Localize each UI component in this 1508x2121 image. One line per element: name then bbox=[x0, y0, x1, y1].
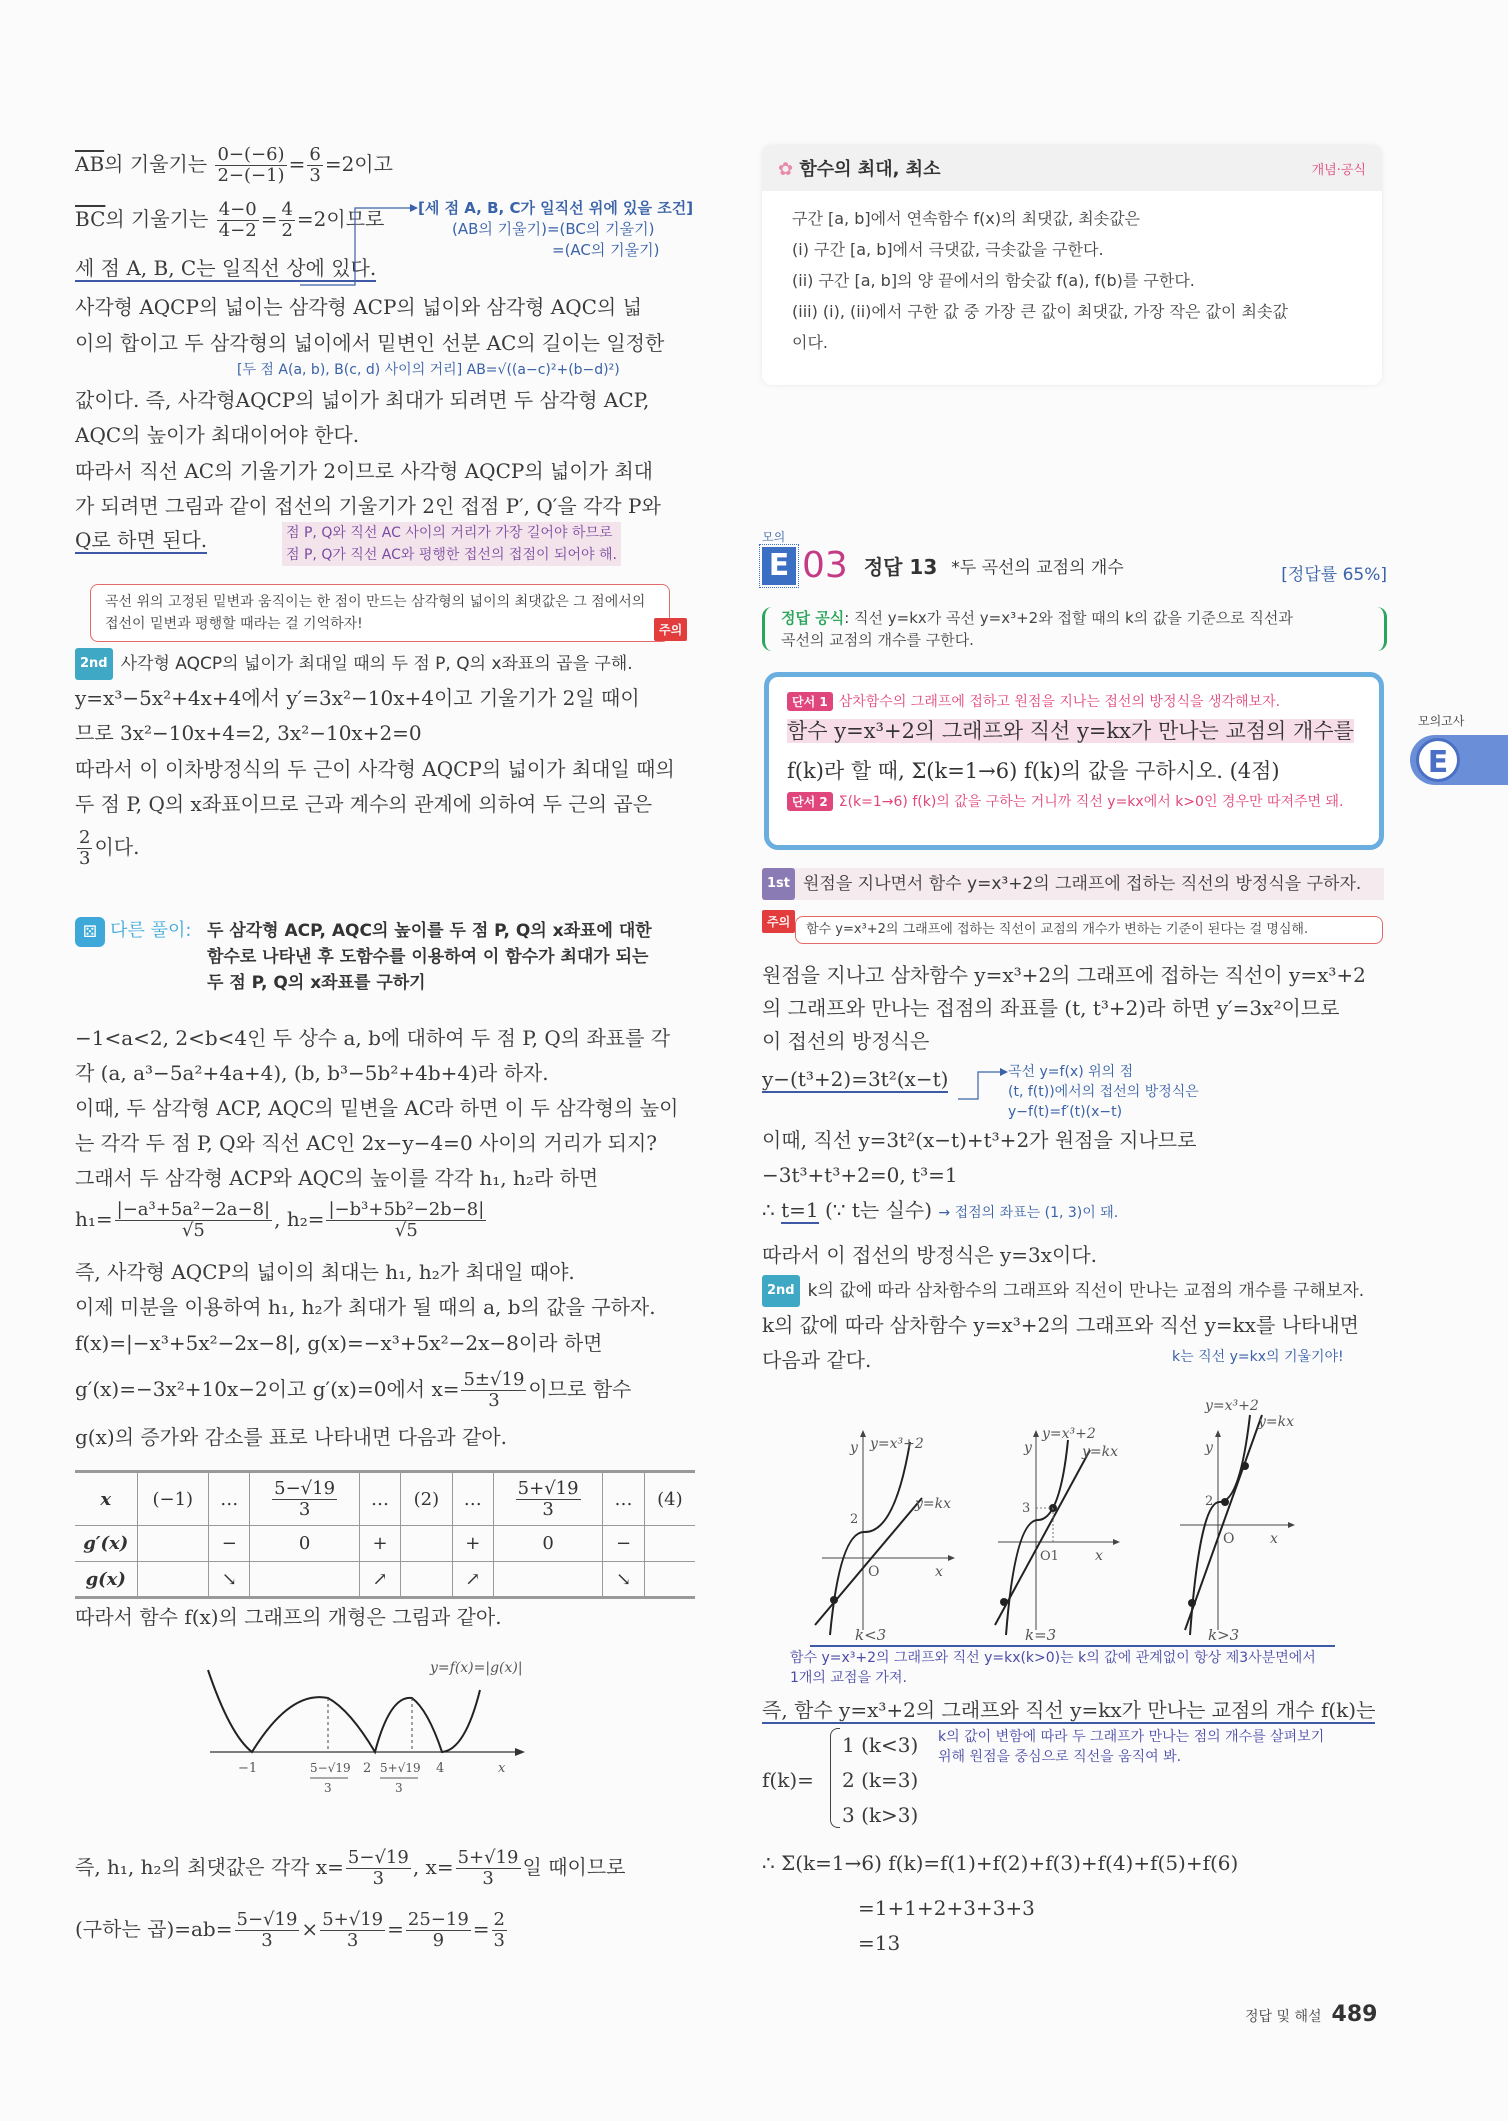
paragraph-line bbox=[75, 328, 664, 358]
paragraph-line: f(x)=|−x³+5x²−2x−8|, g(x)=−x³+5x²−2x−8이라 하면 bbox=[75, 1331, 603, 1355]
caution-text: 곡선 위의 고정된 밑변과 움직이는 한 점이 만드는 삼각형의 넓이의 최댓값은 그 점에서의 bbox=[105, 594, 646, 610]
fraction bbox=[77, 828, 92, 869]
paragraph-line: y=x³−5x²+4x+4에서 y′=3x²−10x+4이고 기울기가 2일 때이 bbox=[75, 686, 640, 710]
fraction bbox=[272, 1479, 337, 1520]
paragraph-line: 이제 미분을 이용하여 h₁, h₂가 최대가 될 때의 a, b의 값을 구하자. bbox=[75, 1295, 656, 1319]
answer-label: 정답 13 bbox=[863, 555, 938, 579]
table-row bbox=[75, 1526, 695, 1562]
numerator: |−a³+5a²−2a−8| bbox=[116, 1199, 271, 1220]
tangent-note bbox=[1008, 1062, 1199, 1122]
alt-title-line: 두 삼각형 ACP, AQC의 높이를 두 점 P, Q의 x좌표에 대한 bbox=[207, 921, 652, 941]
variation-table bbox=[75, 1470, 695, 1599]
hint-1 bbox=[787, 691, 1361, 711]
hint-text: 삼차함수의 그래프에 접하고 원점을 지나는 접선의 방정식을 생각해보자. bbox=[838, 694, 1281, 710]
numerator: 4−0 bbox=[218, 199, 257, 220]
side-tab[interactable] bbox=[1410, 712, 1508, 785]
svg-text:k>3: k>3 bbox=[1208, 1626, 1240, 1640]
table-cell: g′(x) bbox=[83, 1533, 129, 1554]
table-cell bbox=[644, 1562, 695, 1598]
table-cell bbox=[250, 1562, 359, 1598]
denominator: 3 bbox=[309, 165, 321, 186]
problem-text bbox=[787, 711, 1361, 751]
text: 이의 합이고 두 삼각형의 넓이에서 밑변인 선분 AC의 길이는 일정한 bbox=[75, 331, 665, 355]
denominator: 3 bbox=[79, 848, 91, 869]
text: × bbox=[301, 1917, 319, 1941]
step-title: 사각형 AQCP의 넓이가 최대일 때의 두 점 P, Q의 x좌표의 곱을 구해. bbox=[120, 654, 633, 674]
segment-bc: $\overline{BC}$ bbox=[75, 207, 106, 231]
text: y−(t³+2)=3t²(x−t) bbox=[762, 1067, 949, 1091]
footer-label: 정답 및 해설 bbox=[1245, 2009, 1322, 2025]
numerator: 4 bbox=[281, 199, 293, 220]
paragraph-line: 따라서 직선 AC의 기울기가 2이므로 사각형 AQCP의 넓이가 최대 bbox=[75, 459, 653, 483]
fraction bbox=[406, 1910, 471, 1951]
hint-badge: 단서 1 bbox=[787, 692, 833, 711]
abs-function-graph bbox=[190, 1650, 590, 1800]
problem-letter: E bbox=[762, 547, 796, 585]
numerator: 5+√19 bbox=[517, 1477, 579, 1499]
paragraph-line: 므로 3x²−10x+4=2, 3x²−10x+2=0 bbox=[75, 721, 422, 745]
conclusion-line bbox=[75, 1848, 625, 1889]
note-line: 1개의 교점을 가져. bbox=[790, 1670, 907, 1686]
numerator: 0−(−6) bbox=[217, 144, 285, 165]
paragraph-line: 그래서 두 삼각형 ACP와 AQC의 높이를 각각 h₁, h₂라 하면 bbox=[75, 1166, 599, 1190]
text: = bbox=[387, 1917, 404, 1941]
problem-line: f(k)라 할 때, Σ(k=1→6) f(k)의 값을 구하시오. (4점) bbox=[787, 759, 1280, 783]
caution-tag: 주의 bbox=[654, 618, 687, 641]
graph-k-less-3 bbox=[815, 1430, 955, 1640]
svg-text:y=kx: y=kx bbox=[1082, 1444, 1119, 1460]
arrow-connector bbox=[958, 1064, 1008, 1104]
paragraph-line: −3t³+t³+2=0, t³=1 bbox=[762, 1163, 958, 1187]
table-cell: − bbox=[603, 1526, 644, 1562]
divider bbox=[810, 1645, 1335, 1647]
problem-line: 함수 y=x³+2의 그래프와 직선 y=kx가 만나는 교점의 개수를 bbox=[787, 719, 1354, 743]
fraction bbox=[326, 1200, 486, 1241]
table-cell: 0 bbox=[250, 1526, 359, 1562]
table-cell: − bbox=[209, 1526, 250, 1562]
table-cell bbox=[401, 1526, 452, 1562]
step-badge: 2nd bbox=[762, 1275, 800, 1307]
hint-text: Σ(k=1→6) f(k)의 값을 구하는 거니까 직선 y=kx에서 k>0인 경우만 따져주면 돼. bbox=[838, 794, 1344, 810]
problem-topic: *두 곡선의 교점의 개수 bbox=[951, 558, 1124, 578]
fk-intro-line bbox=[762, 1695, 1375, 1725]
svg-text:3: 3 bbox=[324, 1781, 332, 1795]
concept-title bbox=[778, 155, 940, 181]
sum-line: =13 bbox=[858, 1931, 901, 1955]
note-line: 점 P, Q와 직선 AC 사이의 거리가 가장 길어야 하므로 bbox=[286, 525, 613, 541]
svg-text:3: 3 bbox=[1022, 1501, 1031, 1516]
text: , x= bbox=[412, 1855, 454, 1879]
problem-header bbox=[762, 528, 1387, 586]
text: ∴ bbox=[762, 1198, 782, 1222]
collinear-note-line: =(AC의 기울기) bbox=[552, 241, 660, 259]
paragraph-line: 따라서 이 접선의 방정식은 y=3x이다. bbox=[762, 1243, 1098, 1267]
numerator: 5−√19 bbox=[347, 1847, 409, 1868]
paragraph-line: AQC의 높이가 최대이어야 한다. bbox=[75, 423, 360, 447]
fraction bbox=[279, 200, 294, 241]
key-formula-label: 정답 공식 bbox=[781, 609, 845, 627]
hint-badge: 단서 2 bbox=[787, 792, 833, 811]
svg-text:k=3: k=3 bbox=[1025, 1626, 1057, 1640]
side-tab-letter: E bbox=[1416, 738, 1460, 782]
table-cell: x bbox=[100, 1488, 112, 1510]
page-footer bbox=[1245, 2002, 1377, 2027]
step-badge: 1st bbox=[762, 868, 795, 900]
slope-note: k는 직선 y=kx의 기울기야! bbox=[1172, 1349, 1344, 1365]
svg-text:y=kx: y=kx bbox=[915, 1496, 952, 1512]
text: =2이고 bbox=[324, 152, 393, 176]
svg-text:y=x³+2: y=x³+2 bbox=[1205, 1398, 1259, 1414]
paragraph-line: 이때, 직선 y=3t²(x−t)+t³+2가 원점을 지나므로 bbox=[762, 1128, 1197, 1152]
concept-line: (i) 구간 [a, b]에서 극댓값, 극솟값을 구한다. bbox=[792, 240, 1104, 259]
paragraph-line: −1<a<2, 2<b<4인 두 상수 a, b에 대하여 두 점 P, Q의 좌표를 각 bbox=[75, 1026, 671, 1050]
table-cell: (2) bbox=[401, 1472, 452, 1526]
fraction bbox=[492, 1910, 507, 1951]
text: , h₂= bbox=[274, 1207, 325, 1231]
text: = bbox=[472, 1917, 490, 1941]
table-cell bbox=[493, 1562, 602, 1598]
svg-text:y=f(x)=|g(x)|: y=f(x)=|g(x)| bbox=[430, 1660, 523, 1676]
paragraph-line: 가 되려면 그림과 같이 접선의 기울기가 2인 접점 P′, Q′을 각각 P와 bbox=[75, 494, 661, 518]
text: (∵ t는 실수) bbox=[818, 1198, 933, 1222]
alt-title bbox=[207, 918, 652, 996]
numerator: 25−19 bbox=[407, 1909, 469, 1930]
concept-line: 구간 [a, b]에서 연속함수 f(x)의 최댓값, 최솟값은 bbox=[792, 209, 1141, 228]
numerator: 5−√19 bbox=[236, 1909, 298, 1930]
caution-box bbox=[90, 584, 670, 642]
step-2nd-header bbox=[75, 648, 633, 680]
denominator: 2 bbox=[281, 220, 293, 241]
fraction bbox=[461, 1370, 526, 1411]
paragraph-line: 원점을 지나고 삼차함수 y=x³+2의 그래프에 접하는 직선이 y=x³+2 bbox=[762, 963, 1366, 987]
page-number: 489 bbox=[1331, 2002, 1378, 2027]
denominator: 3 bbox=[298, 1498, 311, 1520]
svg-text:x: x bbox=[1270, 1531, 1278, 1547]
svg-text:2: 2 bbox=[850, 1512, 859, 1527]
fraction bbox=[346, 1848, 411, 1889]
table-cell bbox=[401, 1562, 452, 1598]
svg-text:y: y bbox=[850, 1440, 858, 1456]
numerator: |−b³+5b²−2b−8| bbox=[328, 1199, 485, 1220]
text: 이므로 함수 bbox=[528, 1377, 632, 1401]
svg-text:O1: O1 bbox=[1040, 1549, 1059, 1564]
svg-text:y=kx: y=kx bbox=[1258, 1414, 1295, 1430]
table-cell: ↘ bbox=[209, 1562, 250, 1598]
svg-text:x: x bbox=[1095, 1548, 1103, 1564]
note-line: 함수 y=x³+2의 그래프와 직선 y=kx(k>0)는 k의 값에 관계없이 항상 제3사분면에서 bbox=[790, 1650, 1316, 1666]
note-line: 곡선 y=f(x) 위의 점 bbox=[1008, 1064, 1134, 1080]
purple-note bbox=[282, 522, 621, 566]
caution-text: 접선이 밑변과 평행할 때라는 걸 기억하자! bbox=[105, 616, 363, 632]
paragraph-line: 는 각각 두 점 P, Q와 직선 AC인 2x−y−4=0 사이의 거리가 되지? bbox=[75, 1131, 658, 1155]
text: : 직선 y=kx가 곡선 y=x³+2와 접할 때의 k의 값을 기준으로 직선과 bbox=[844, 609, 1293, 627]
problem-category: 모의 bbox=[762, 530, 786, 544]
text: h₁= bbox=[75, 1207, 113, 1231]
text: 즉, 함수 y=x³+2의 그래프와 직선 y=kx가 만나는 교점의 개수 f(k)는 bbox=[762, 1698, 1376, 1722]
collinear-note-title: [세 점 A, B, C가 일직선 위에 있을 조건] bbox=[418, 199, 694, 217]
svg-text:O: O bbox=[868, 1564, 880, 1580]
numerator: 5−√19 bbox=[274, 1477, 336, 1499]
svg-text:3: 3 bbox=[395, 1781, 403, 1795]
fraction bbox=[235, 1910, 300, 1951]
graph-note bbox=[790, 1648, 1316, 1688]
table-cell bbox=[137, 1562, 209, 1598]
fraction bbox=[516, 1479, 581, 1520]
text: 함수의 최대, 최소 bbox=[799, 159, 941, 180]
text: (구하는 곱)=ab= bbox=[75, 1917, 233, 1941]
table-cell: ↘ bbox=[603, 1562, 644, 1598]
paragraph-line: 각 (a, a³−5a²+4a+4), (b, b³−5b²+4b+4)라 하자. bbox=[75, 1061, 549, 1085]
denominator: 3 bbox=[542, 1498, 554, 1520]
side-tab-bar bbox=[1410, 735, 1508, 785]
numerator: 6 bbox=[309, 144, 321, 165]
paragraph-line bbox=[75, 525, 207, 555]
svg-text:2: 2 bbox=[363, 1761, 372, 1776]
fraction bbox=[307, 145, 322, 186]
flower-icon: ✿ bbox=[778, 159, 794, 180]
paragraph-line: 따라서 이 이차방정식의 두 근이 사각형 AQCP의 넓이가 최대일 때의 bbox=[75, 757, 675, 781]
hint-2 bbox=[787, 791, 1361, 811]
t-result-line bbox=[762, 1195, 1118, 1225]
paragraph-line: 따라서 함수 f(x)의 그래프의 개형은 그림과 같아. bbox=[75, 1605, 502, 1629]
alt-label: 다른 풀이: bbox=[110, 920, 192, 941]
fk-label: f(k)= bbox=[762, 1768, 814, 1792]
table-cell bbox=[137, 1526, 209, 1562]
tangent-point-note: → 접점의 좌표는 (1, 3)이 돼. bbox=[938, 1205, 1119, 1221]
fraction bbox=[456, 1848, 521, 1889]
denominator: 3 bbox=[346, 1930, 359, 1951]
collinear-note-line: (AB의 기울기)=(BC의 기울기) bbox=[452, 220, 655, 238]
fk-case: 2 (k=3) bbox=[842, 1768, 919, 1792]
text: 일 때이므로 bbox=[522, 1855, 626, 1879]
table-cell: g(x) bbox=[85, 1568, 126, 1590]
table-cell: ↗ bbox=[452, 1562, 493, 1598]
note-line: (t, f(t))에서의 접선의 방정식은 bbox=[1008, 1084, 1199, 1100]
svg-text:5−√19: 5−√19 bbox=[310, 1761, 351, 1775]
key-formula bbox=[762, 607, 1387, 651]
numerator: 5+√19 bbox=[322, 1909, 384, 1930]
slope-ab-line: $\overline{AB}$의 기울기는 $\frac{0-(-6)}{2-(-1)}$ = $\frac{6}{3}$ =2이고 bbox=[75, 144, 393, 186]
svg-text:k<3: k<3 bbox=[855, 1626, 887, 1640]
brace bbox=[830, 1728, 840, 1828]
table-cell: … bbox=[452, 1472, 493, 1526]
table-cell: (−1) bbox=[137, 1472, 209, 1526]
svg-text:y: y bbox=[1024, 1440, 1032, 1456]
cubic-line-graphs bbox=[800, 1390, 1390, 1640]
correct-rate: [정답률 65%] bbox=[1281, 565, 1387, 585]
text: 접점의 좌표는 (1, 3)이 돼. bbox=[954, 1205, 1119, 1221]
step-title: 원점을 지나면서 함수 y=x³+2의 그래프에 접하는 직선의 방정식을 구하자. bbox=[803, 874, 1362, 894]
concept-body bbox=[762, 191, 1382, 370]
denominator: 3 bbox=[261, 1930, 273, 1951]
table-row bbox=[75, 1562, 695, 1598]
concept-tag: 개념·공식 bbox=[1311, 162, 1366, 178]
tangent-eq-line bbox=[762, 1064, 948, 1094]
note-line: k의 값이 변함에 따라 두 그래프가 만나는 점의 개수를 살펴보기 bbox=[938, 1729, 1325, 1745]
result-line bbox=[75, 828, 139, 869]
table-cell bbox=[493, 1472, 602, 1526]
svg-text:2: 2 bbox=[1205, 1494, 1214, 1509]
svg-text:y: y bbox=[1205, 1440, 1213, 1456]
table-cell: ↗ bbox=[359, 1562, 400, 1598]
note-line: y−f(t)=f′(t)(x−t) bbox=[1008, 1104, 1123, 1120]
paragraph-line: 두 점 P, Q의 x좌표이므로 근과 계수의 관계에 의하여 두 근의 곱은 bbox=[75, 792, 653, 816]
fraction bbox=[215, 145, 286, 186]
text: g′(x)=−3x²+10x−2이고 g′(x)=0에서 x= bbox=[75, 1377, 460, 1401]
numerator: 2 bbox=[79, 827, 91, 848]
svg-text:−1: −1 bbox=[238, 1761, 258, 1776]
step-title: k의 값에 따라 삼차함수의 그래프와 직선이 만나는 교점의 개수를 구해보자. bbox=[807, 1281, 1365, 1301]
denominator: √5 bbox=[394, 1220, 418, 1241]
text: t=1 bbox=[781, 1198, 819, 1222]
sum-line: =1+1+2+3+3+3 bbox=[858, 1896, 1035, 1920]
fraction bbox=[320, 1910, 385, 1951]
text: 의 기울기는 bbox=[104, 152, 208, 176]
alt-title-line: 두 점 P, Q의 x좌표를 구하기 bbox=[207, 973, 426, 993]
denominator: 3 bbox=[493, 1930, 505, 1951]
step-badge: 2nd bbox=[75, 648, 113, 680]
concept-box bbox=[762, 145, 1382, 385]
fraction bbox=[217, 200, 259, 241]
fk-note bbox=[938, 1727, 1324, 1767]
concept-header bbox=[762, 145, 1382, 191]
h-formula-line bbox=[75, 1200, 488, 1241]
dice-icon: ⚄ bbox=[75, 917, 105, 947]
denominator: √5 bbox=[181, 1220, 205, 1241]
svg-text:5+√19: 5+√19 bbox=[380, 1761, 421, 1775]
text: 이다. bbox=[94, 835, 140, 859]
fk-case: 1 (k<3) bbox=[842, 1733, 919, 1757]
alt-solution-header bbox=[75, 916, 191, 947]
denominator: 3 bbox=[482, 1868, 494, 1889]
problem-number: 03 bbox=[802, 545, 848, 586]
table-cell: (4) bbox=[644, 1472, 695, 1526]
alt-title-line: 함수로 나타낸 후 도함수를 이용하여 이 함수가 최대가 되는 bbox=[207, 947, 649, 967]
denominator: 3 bbox=[372, 1868, 385, 1889]
table-cell: … bbox=[359, 1472, 400, 1526]
step-1st-header bbox=[762, 868, 1384, 900]
text: 의 기울기는 bbox=[105, 207, 209, 231]
fraction bbox=[115, 1200, 272, 1241]
table-cell: … bbox=[209, 1472, 250, 1526]
table-cell: 0 bbox=[493, 1526, 602, 1562]
paragraph-line: k의 값에 따라 삼차함수 y=x³+2의 그래프와 직선 y=kx를 나타내면 bbox=[762, 1313, 1359, 1337]
note-line: 위해 원점을 중심으로 직선을 움직여 봐. bbox=[938, 1749, 1182, 1765]
note-line: 점 P, Q가 직선 AC와 평행한 접선의 접점이 되어야 해. bbox=[286, 547, 617, 563]
distance-formula-note: [두 점 A(a, b), B(c, d) 사이의 거리] AB=√((a−c)²+(b−d)²) bbox=[237, 362, 620, 378]
concept-line: (iii) (i), (ii)에서 구한 값 중 가장 큰 값이 최댓값, 가장 작은 값이 최솟값 bbox=[792, 302, 1288, 321]
svg-text:x: x bbox=[935, 1564, 943, 1580]
svg-text:y=x³+2: y=x³+2 bbox=[870, 1436, 924, 1452]
text: 세 점 A, B, C는 일직선 상에 있다. bbox=[75, 256, 377, 280]
paragraph-line: 의 그래프와 만나는 접점의 좌표를 (t, t³+2)라 하면 y′=3x²이므로 bbox=[762, 996, 1340, 1020]
table-cell bbox=[644, 1526, 695, 1562]
gprime-line bbox=[75, 1370, 631, 1411]
slope-bc-line: $\overline{BC}$의 기울기는 $\frac{4-0}{4-2}$ = $\frac{4}{2}$ =2이므로 bbox=[75, 199, 385, 241]
fk-case: 3 (k>3) bbox=[842, 1803, 919, 1827]
product-line bbox=[75, 1910, 509, 1951]
text: 곡선의 교점의 개수를 구한다. bbox=[781, 631, 974, 649]
table-row bbox=[75, 1472, 695, 1526]
text: Q로 하면 된다. bbox=[75, 528, 208, 552]
table-cell: + bbox=[452, 1526, 493, 1562]
denominator: 4−2 bbox=[218, 220, 257, 241]
table-cell: + bbox=[359, 1526, 400, 1562]
denominator: 9 bbox=[432, 1930, 445, 1951]
paragraph-line: 이 접선의 방정식은 bbox=[762, 1029, 930, 1053]
problem-box bbox=[764, 672, 1384, 850]
concept-line: 이다. bbox=[792, 333, 828, 352]
concept-line: (ii) 구간 [a, b]의 양 끝에서의 함숫값 f(a), f(b)를 구한다. bbox=[792, 271, 1195, 290]
paragraph-line: 값이다. 즉, 사각형AQCP의 넓이가 최대가 되려면 두 삼각형 ACP, bbox=[75, 388, 650, 412]
denominator: 2−(−1) bbox=[217, 165, 285, 186]
step-2nd-header bbox=[762, 1275, 1364, 1307]
denominator: 3 bbox=[488, 1390, 500, 1411]
text: 즉, h₁, h₂의 최댓값은 각각 x= bbox=[75, 1855, 344, 1879]
table-cell bbox=[250, 1472, 359, 1526]
graph-k-equals-3 bbox=[995, 1426, 1120, 1640]
table-cell: … bbox=[603, 1472, 644, 1526]
svg-text:O: O bbox=[1223, 1531, 1235, 1547]
paragraph-line: g(x)의 증가와 감소를 표로 나타내면 다음과 같아. bbox=[75, 1425, 507, 1449]
svg-text:4: 4 bbox=[436, 1761, 445, 1776]
caution-box: 함수 y=x³+2의 그래프에 접하는 직선이 교점의 개수가 변하는 기준이 된다는 걸 명심해. bbox=[795, 916, 1383, 944]
caution-tag: 주의 bbox=[762, 910, 795, 933]
numerator: 5+√19 bbox=[457, 1847, 519, 1868]
svg-text:y=x³+2: y=x³+2 bbox=[1042, 1426, 1096, 1442]
numerator: 2 bbox=[493, 1909, 505, 1930]
svg-text:x: x bbox=[498, 1761, 506, 1776]
paragraph-line: 즉, 사각형 AQCP의 넓이의 최대는 h₁, h₂가 최대일 때야. bbox=[75, 1260, 575, 1284]
paragraph-line: 다음과 같다. bbox=[762, 1348, 872, 1372]
arrow-connector bbox=[300, 200, 420, 290]
sum-line: ∴ Σ(k=1→6) f(k)=f(1)+f(2)+f(3)+f(4)+f(5)+f(6) bbox=[762, 1851, 1239, 1875]
paragraph-line: 사각형 AQCP의 넓이는 삼각형 ACP의 넓이와 삼각형 AQC의 넓 bbox=[75, 295, 642, 319]
numerator: 5±√19 bbox=[463, 1369, 525, 1390]
side-tab-label: 모의고사 bbox=[1418, 714, 1465, 728]
segment-ab: $\overline{AB}$ bbox=[75, 152, 105, 176]
text: =2이므로 bbox=[296, 207, 385, 231]
paragraph-line: 이때, 두 삼각형 ACP, AQC의 밑변을 AC라 하면 이 두 삼각형의 높이 bbox=[75, 1096, 679, 1120]
graph-k-greater-3 bbox=[1180, 1398, 1295, 1640]
